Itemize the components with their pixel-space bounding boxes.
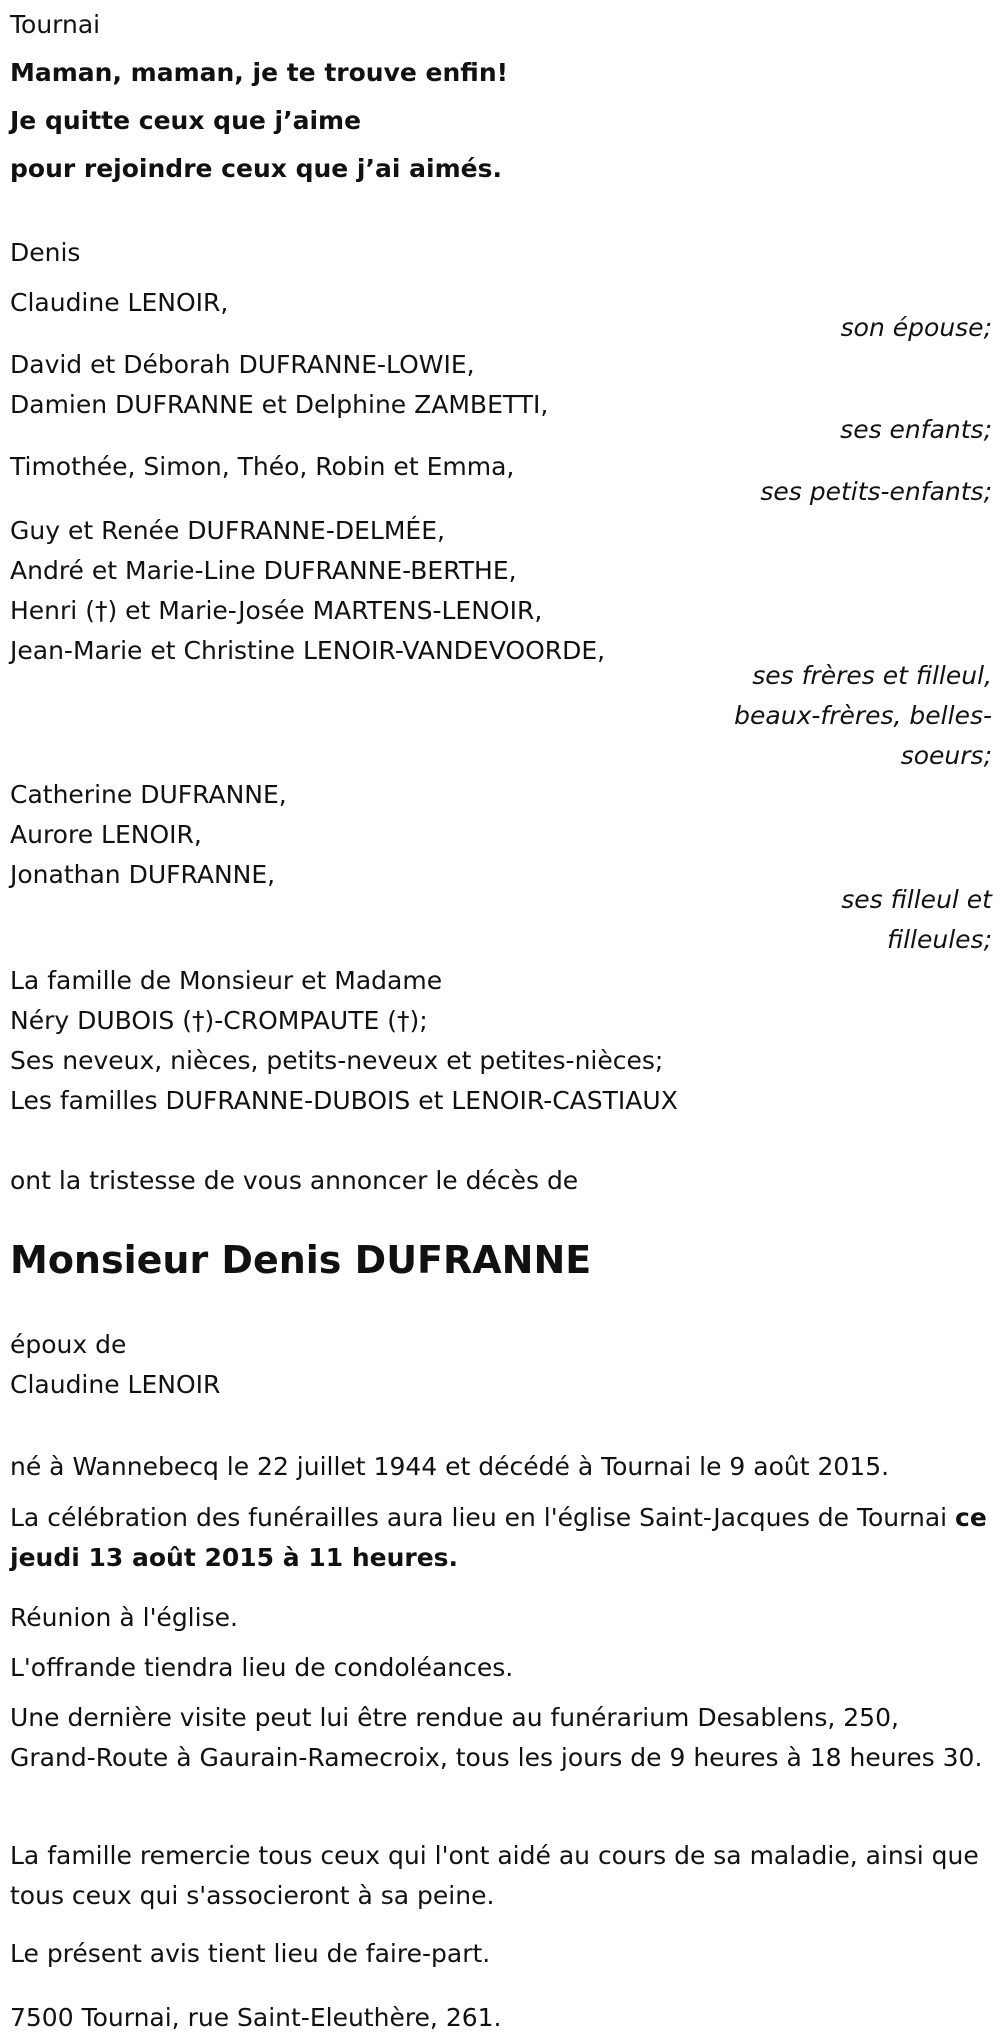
godchildren-role-line-2: filleules;	[886, 925, 992, 954]
children-role: ses enfants;	[840, 415, 992, 444]
grandchildren: Timothée, Simon, Théo, Robin et Emma,	[10, 452, 515, 481]
ceremony-paragraph	[10, 1498, 990, 1578]
verse-line-2: Je quitte ceux que j’aime	[10, 106, 362, 135]
deceased-name: Monsieur Denis DUFRANNE	[10, 1238, 592, 1282]
meeting-line: Réunion à l'église.	[10, 1603, 238, 1632]
godchild-3: Jonathan DUFRANNE,	[10, 860, 276, 889]
ceremony-text: La célébration des funérailles aura lieu en l'église Saint-Jacques de Tournai	[10, 1503, 956, 1532]
address-line: 7500 Tournai, rue Saint-Eleuthère, 261.	[10, 2003, 502, 2032]
other-family-3: Ses neveux, nièces, petits-neveux et petites-nièces;	[10, 1046, 664, 1075]
spouse-of-label: époux de	[10, 1330, 127, 1359]
city-label: Tournai	[10, 10, 101, 39]
spouse-role: son épouse;	[840, 313, 992, 342]
offering-line: L'offrande tiendra lieu de condoléances.	[10, 1653, 514, 1682]
thanks-paragraph: La famille remercie tous ceux qui l'ont aidé au cours de sa maladie, ainsi que tous ceux qui s'associeront à sa peine.	[10, 1841, 979, 1910]
siblings-role-line-3: soeurs;	[900, 741, 992, 770]
other-family-1: La famille de Monsieur et Madame	[10, 966, 443, 995]
spouse-of-name: Claudine LENOIR	[10, 1370, 221, 1399]
godchild-2: Aurore LENOIR,	[10, 820, 202, 849]
birth-death-line: né à Wannebecq le 22 juillet 1944 et décédé à Tournai le 9 août 2015.	[10, 1452, 890, 1481]
other-family-2: Néry DUBOIS (†)-CROMPAUTE (†);	[10, 1006, 428, 1035]
sibling-2: André et Marie-Line DUFRANNE-BERTHE,	[10, 556, 517, 585]
visit-paragraph: Une dernière visite peut lui être rendue au funérarium Desablens, 250, Grand-Route à Gaurain-Ramecroix, tous les jours de 9 heures à 18 heures 30.	[10, 1703, 983, 1772]
deceased-firstname: Denis	[10, 238, 81, 267]
spouse-name: Claudine LENOIR,	[10, 288, 229, 317]
godchild-1: Catherine DUFRANNE,	[10, 780, 287, 809]
grandchildren-role: ses petits-enfants;	[760, 477, 992, 506]
other-family-4: Les familles DUFRANNE-DUBOIS et LENOIR-CASTIAUX	[10, 1086, 678, 1115]
ceremony-date: ce jeudi 13 août 2015 à 11 heures.	[10, 1503, 987, 1572]
verse-line-1: Maman, maman, je te trouve enfin!	[10, 58, 509, 87]
godchildren-role-line-1: ses filleul et	[841, 885, 992, 914]
announcement-intro: ont la tristesse de vous annoncer le décès de	[10, 1166, 579, 1195]
siblings-role-line-1: ses frères et filleul,	[752, 661, 992, 690]
siblings-role-line-2: beaux-frères, belles-	[734, 701, 992, 730]
notice-line: Le présent avis tient lieu de faire-part.	[10, 1939, 491, 1968]
child-2: Damien DUFRANNE et Delphine ZAMBETTI,	[10, 390, 549, 419]
child-1: David et Déborah DUFRANNE-LOWIE,	[10, 350, 475, 379]
sibling-3: Henri (†) et Marie-Josée MARTENS-LENOIR,	[10, 596, 543, 625]
sibling-4: Jean-Marie et Christine LENOIR-VANDEVOORDE,	[10, 636, 606, 665]
sibling-1: Guy et Renée DUFRANNE-DELMÉE,	[10, 516, 445, 545]
verse-line-3: pour rejoindre ceux que j’ai aimés.	[10, 154, 502, 183]
